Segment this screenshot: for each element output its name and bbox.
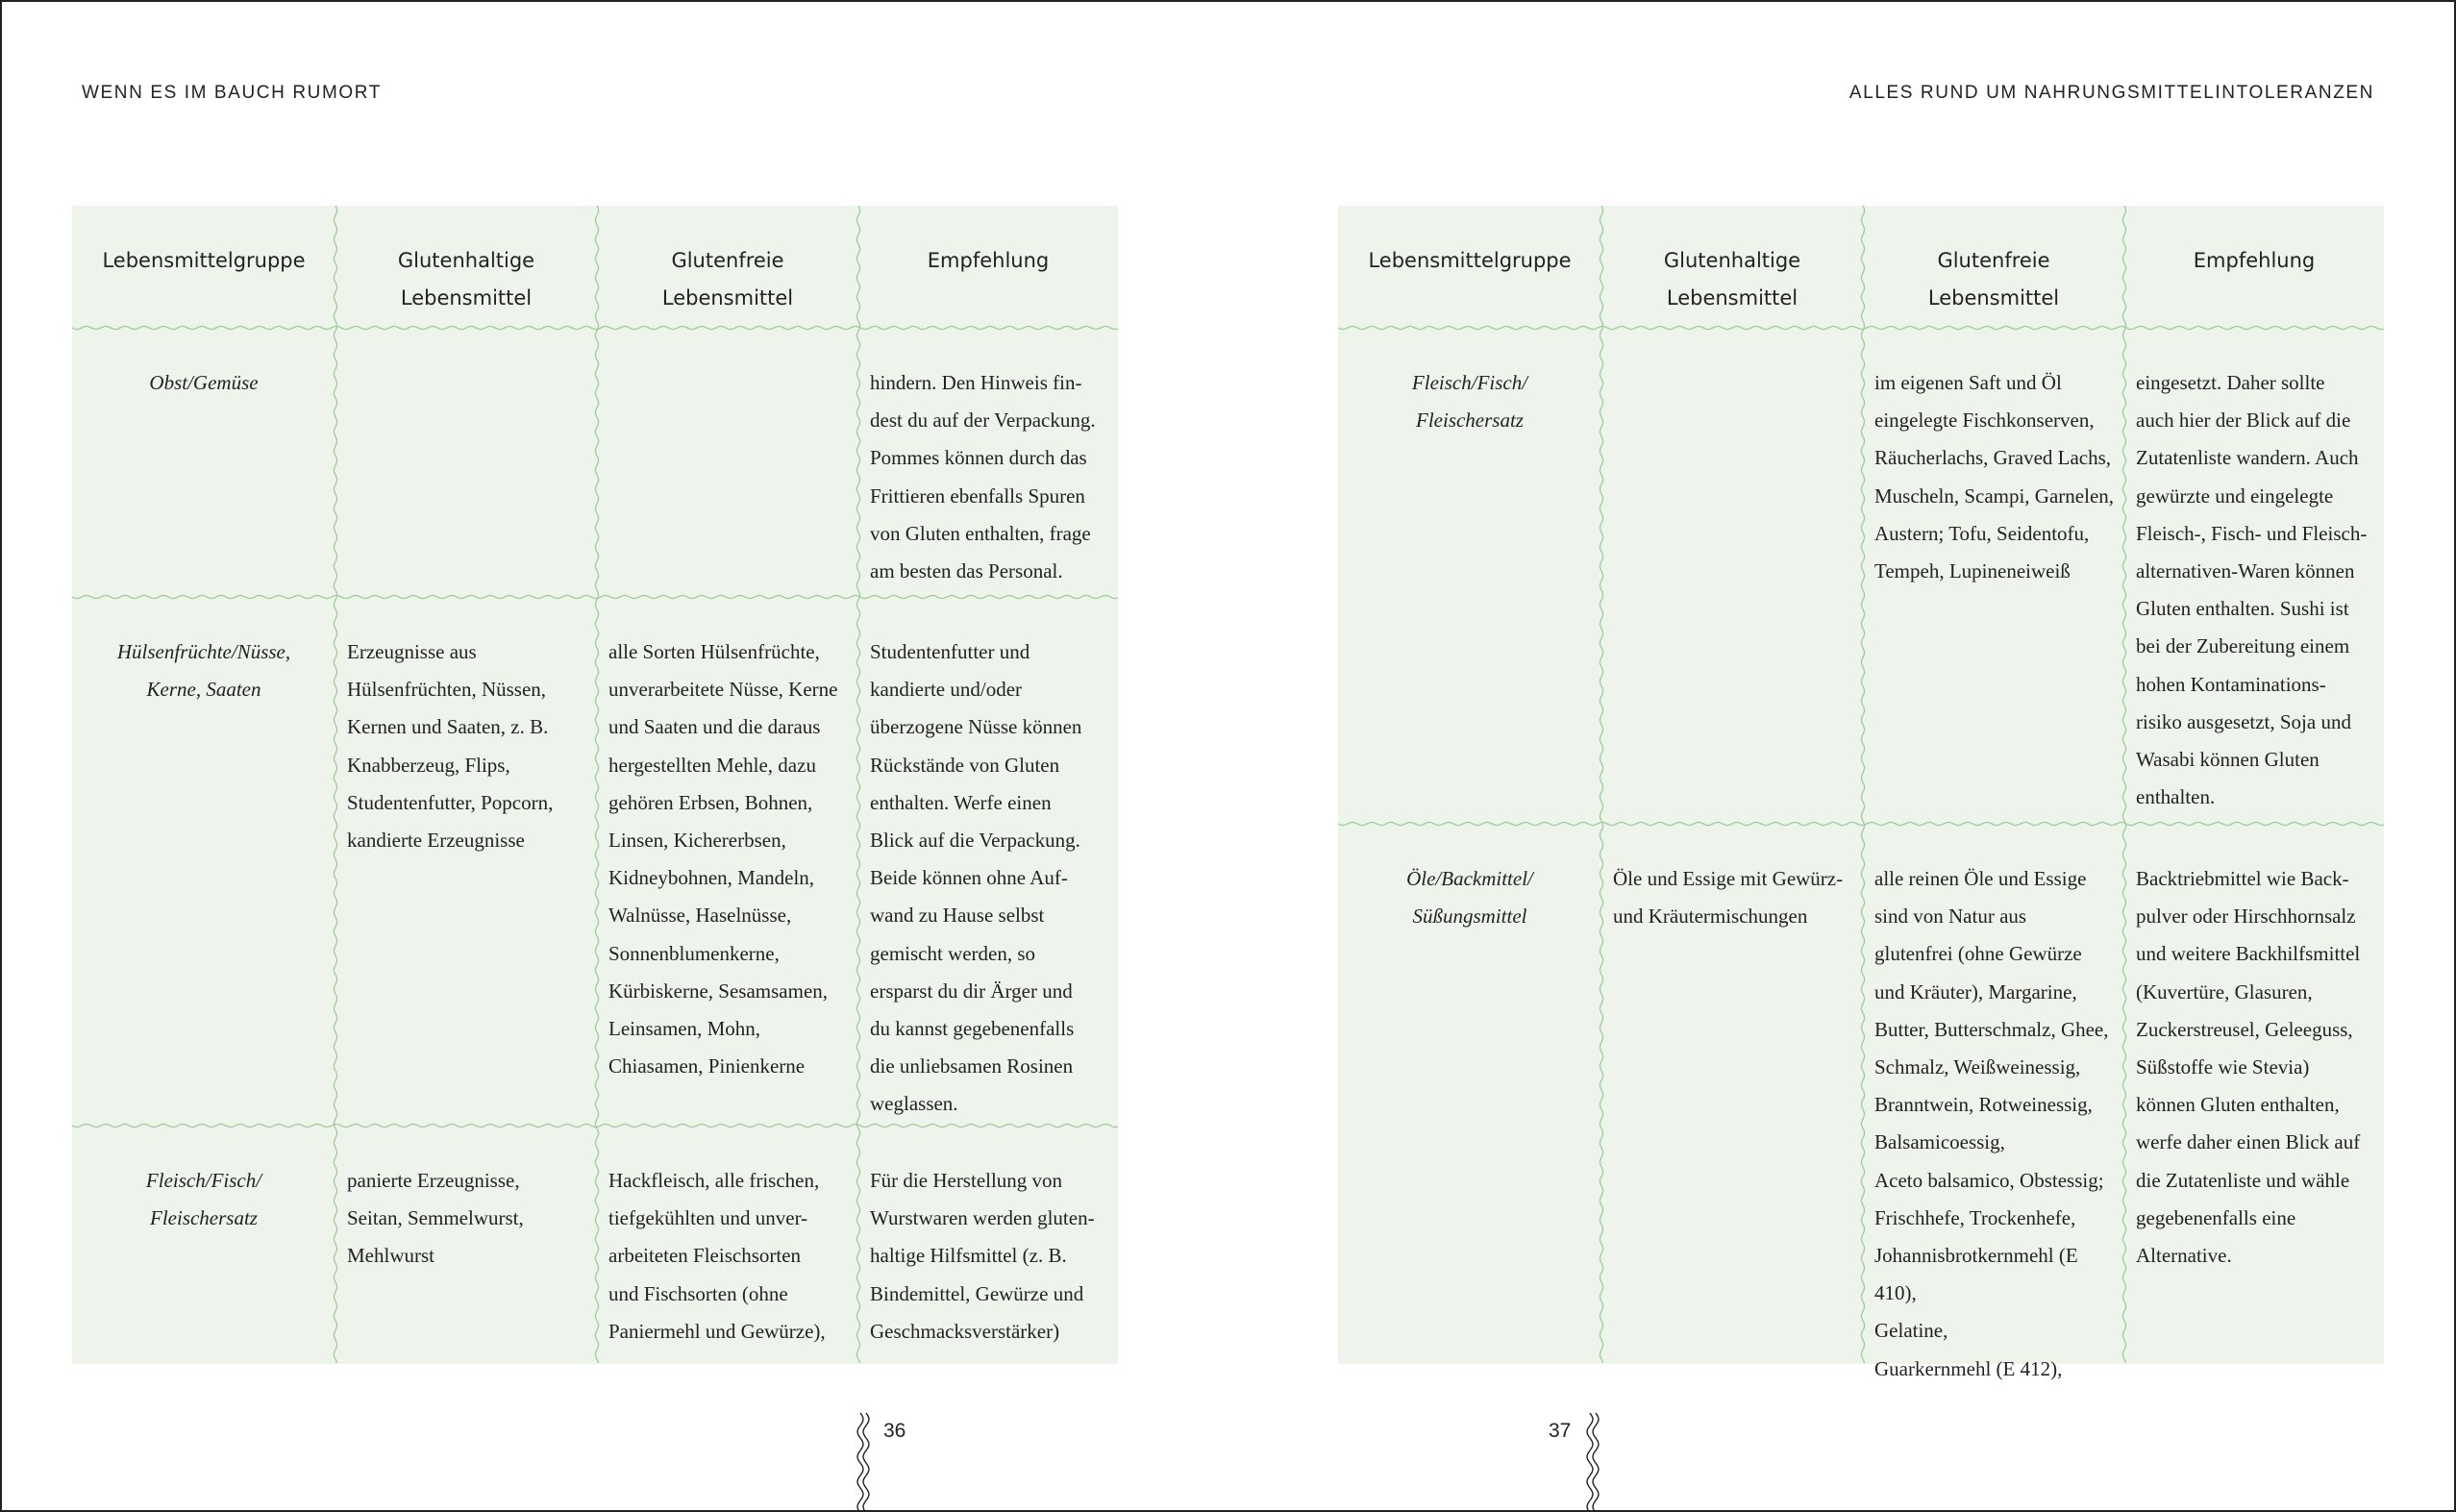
row-recommendation-cell: hindern. Den Hinweis fin- dest du auf der Verpackung. Pommes können durch das Frittieren ebenfalls Spuren von Gluten enthalten, frage am besten das Personal. — [870, 371, 1096, 583]
row-gluten-cell: panierte Erzeugnisse, Seitan, Semmelwurst, Mehlwurst — [347, 1169, 524, 1268]
column-header-glutenfree: Glutenfreie Lebensmittel — [661, 249, 794, 310]
row-glutenfree-cell: im eigenen Saft und Öl eingelegte Fischkonserven, Räucherlachs, Graved Lachs, Muscheln, Scampi, Garnelen, Austern; Tofu, Seidentofu, Tempeh, Lupineneiweiß — [1874, 371, 2115, 583]
row-glutenfree-cell: Hackfleisch, alle frischen, tiefgekühlten und unver- arbeiteten Fleischsorten und Fischsorten (ohne Paniermehl und Gewürze), — [608, 1169, 826, 1343]
gluten-table-left — [72, 206, 1118, 1364]
row-recommendation-cell: Studentenfutter und kandierte und/oder überzogene Nüsse können Rückstände von Gluten enthalten. Werfe einen Blick auf die Verpackung. Beide können ohne Auf- wand zu Hause selbst gemischt werden, so ersparst du dir Ärger und du kannst gegebenenfalls die unliebsamen Rosinen weglassen. — [870, 640, 1082, 1116]
running-head-left: WENN ES IM BAUCH RUMORT — [82, 83, 382, 103]
gluten-table-right — [1338, 206, 2384, 1380]
row-glutenfree-cell: alle reinen Öle und Essige sind von Natur aus glutenfrei (ohne Gewürze und Kräuter), Margarine, Butter, Butterschmalz, Ghee, Schmalz, Weißweinessig, Branntwein, Rotweinessig, Balsamicoessig, Aceto balsamico, Obstessig; Frischhefe, Trockenhefe, Johannisbrotkernmehl (E 410), Gelatine, Guarkernmehl (E 412), — [1874, 867, 2109, 1380]
column-header-recommendation: Empfehlung — [927, 249, 1050, 272]
footer-wave-ornament — [854, 1413, 873, 1512]
row-gluten-cell — [335, 328, 597, 364]
row-group-label: Öle/Backmittel/ Süßungsmittel — [1406, 867, 1533, 929]
row-glutenfree-cell: alle Sorten Hülsenfrüchte, unverarbeitete Nüsse, Kerne und Saaten und die daraus hergestellten Mehle, dazu gehören Erbsen, Bohnen, Linsen, Kichererbsen, Kidneybohnen, Mandeln, Walnüsse, Haselnüsse, Sonnenblumenkerne, Kürbiskerne, Sesamsamen, Leinsamen, Mohn, Chiasamen, Pinienkerne — [608, 640, 838, 1078]
running-head-right: ALLES RUND UM NAHRUNGSMITTELINTOLERANZEN — [1848, 83, 2374, 103]
column-header-group: Lebensmittelgruppe — [1368, 249, 1572, 272]
row-glutenfree-cell — [597, 328, 858, 364]
column-header-gluten: Glutenhaltige Lebensmittel — [397, 249, 535, 310]
row-recommendation-cell: eingesetzt. Daher sollte auch hier der Blick auf die Zutatenliste wandern. Auch gewürzte und eingelegte Fleisch-, Fisch- und Fleisch- alternativen-Waren können Gluten enthalten. Sushi ist bei der Zubereitung einem hohen Kontaminations- risiko ausgesetzt, Soja und Wasabi können Gluten enthalten. — [2136, 371, 2368, 809]
row-group-label: Hülsenfrüchte/Nüsse, Kerne, Saaten — [116, 640, 291, 702]
footer-wave-ornament — [1583, 1413, 1602, 1512]
row-recommendation-cell: Für die Herstellung von Wurstwaren werden gluten- haltige Hilfsmittel (z. B. Bindemittel, Gewürze und Geschmacksverstärker) — [870, 1169, 1095, 1343]
column-header-glutenfree: Glutenfreie Lebensmittel — [1927, 249, 2060, 310]
column-header-gluten: Glutenhaltige Lebensmittel — [1663, 249, 1801, 310]
row-group-label: Fleisch/Fisch/ Fleischersatz — [145, 1169, 262, 1230]
row-recommendation-cell: Backtriebmittel wie Back- pulver oder Hirschhornsalz und weitere Backhilfsmittel (Kuvertüre, Glasuren, Zuckerstreusel, Geleeguss, Süßstoffe wie Stevia) können Gluten enthalten, werfe daher einen Blick auf die Zutatenliste und wähle gegebenenfalls eine Alternative. — [2136, 867, 2361, 1268]
row-gluten-cell: Erzeugnisse aus Hülsenfrüchten, Nüssen, Kernen und Saaten, z. B. Knabberzeug, Flips, Studentenfutter, Popcorn, kandierte Erzeugnisse — [347, 640, 554, 853]
row-group-label: Obst/Gemüse — [149, 371, 259, 394]
page-number-right: 37 — [1549, 1420, 1572, 1442]
page-number-left: 36 — [883, 1420, 906, 1442]
row-gluten-cell — [1601, 328, 1863, 364]
row-group-label: Fleisch/Fisch/ Fleischersatz — [1411, 371, 1528, 433]
row-gluten-cell: Öle und Essige mit Gewürz- und Kräutermischungen — [1613, 867, 1844, 929]
column-header-recommendation: Empfehlung — [2193, 249, 2316, 272]
column-header-group: Lebensmittelgruppe — [102, 249, 306, 272]
